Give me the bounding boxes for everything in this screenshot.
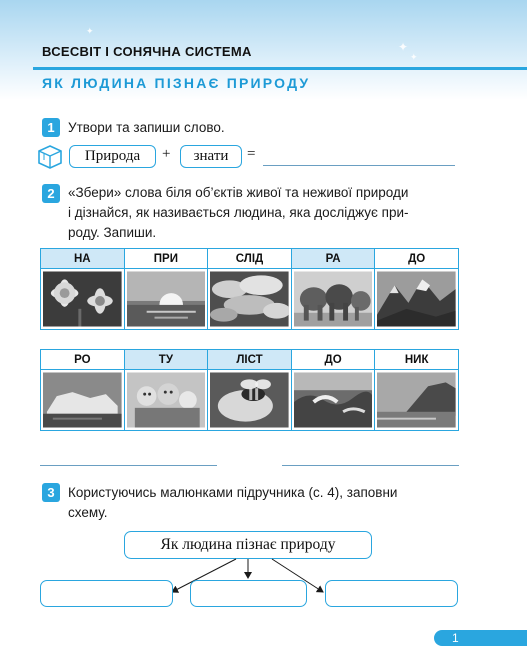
sunset-photo <box>125 269 209 329</box>
scheme-answer-box-3[interactable] <box>325 580 458 607</box>
syllable-cell: НА <box>41 249 125 268</box>
header-divider <box>33 67 527 70</box>
clouds-photo <box>208 269 292 329</box>
syllable-cell: ТУ <box>125 350 209 369</box>
daffodil-photo <box>41 269 125 329</box>
task-2-number: 2 <box>42 184 60 203</box>
bee-photo <box>208 370 292 430</box>
syllable-cell: ДО <box>292 350 376 369</box>
star-icon: ✦ <box>410 52 418 62</box>
mountains-photo <box>375 269 458 329</box>
image-row <box>41 370 458 430</box>
syllable-header-row <box>41 249 458 269</box>
syllable-grid-row-2 <box>40 349 459 431</box>
syllable-header-row <box>41 350 458 370</box>
lesson-title: ЯК ЛЮДИНА ПІЗНАЄ ПРИРОДУ <box>42 75 311 91</box>
word-box-pryroda: Природа <box>69 145 156 168</box>
task-2-text-line2: і дізнайся, як називається людина, яка досліджує при- <box>68 205 409 220</box>
task-2-text-line3: роду. Запиши. <box>68 225 157 240</box>
plus-sign: + <box>162 146 171 162</box>
scheme-title-box: Як людина пізнає природу <box>124 531 372 559</box>
scheme-answer-box-1[interactable] <box>40 580 173 607</box>
task-3-number: 3 <box>42 483 60 502</box>
syllable-cell: ЛІСТ <box>208 350 292 369</box>
page-number: 1 <box>452 631 459 645</box>
scheme-answer-box-2[interactable] <box>190 580 307 607</box>
cube-icon <box>37 144 63 170</box>
syllable-cell: РА <box>292 249 376 268</box>
syllable-cell: ДО <box>408 253 426 265</box>
syllable-grid-row-1 <box>40 248 459 330</box>
iceberg-photo <box>41 370 125 430</box>
task-2-text-line1: «Збери» слова біля об’єктів живої та неживої природи <box>68 185 409 200</box>
syllable-cell: СЛІД <box>208 249 292 268</box>
task-2-answer-line-2[interactable] <box>282 465 459 466</box>
task-2-answer-line-1[interactable] <box>40 465 217 466</box>
family-photo <box>125 370 209 430</box>
section-title: ВСЕСВІТ І СОНЯЧНА СИСТЕМА <box>42 44 252 59</box>
syllable-cell: ПРИ <box>125 249 209 268</box>
task-3-text-line1: Користуючись малюнками підручника (с. 4), заповни <box>68 485 398 500</box>
word-box-znaty: знати <box>180 145 242 168</box>
page-number-band <box>434 630 527 646</box>
elephants-photo <box>292 269 376 329</box>
task-1-number: 1 <box>42 118 60 137</box>
image-row <box>41 269 458 329</box>
task-1-answer-line[interactable] <box>263 165 455 166</box>
star-icon: ✦ <box>398 40 409 54</box>
waves-photo <box>292 370 376 430</box>
equals-sign: = <box>247 146 256 162</box>
star-icon: ✦ <box>86 26 94 36</box>
coast-photo <box>375 370 458 430</box>
task-3-text-line2: схему. <box>68 505 108 520</box>
task-1-text: Утвори та запиши слово. <box>68 120 225 135</box>
syllable-cell: РО <box>41 350 125 369</box>
syllable-cell: НИК <box>404 354 429 366</box>
